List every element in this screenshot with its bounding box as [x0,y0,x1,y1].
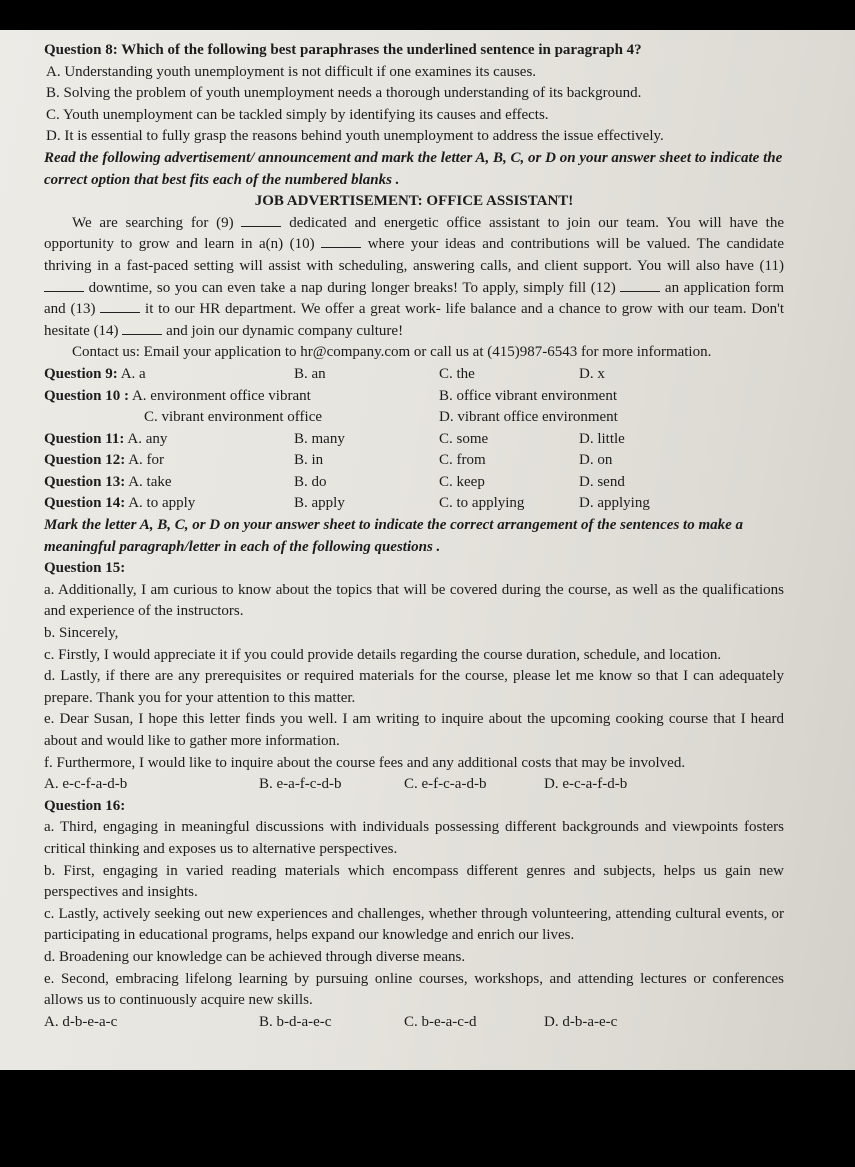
q9-b: B. an [294,365,326,382]
ad-seg-3: where your ideas and contributions will be valued. The candidate thriving in a fast-paced setting will assist with scheduling, answering calls, and client support. You will also have (11) [44,236,785,274]
blank-12 [620,279,660,292]
q9-d: D. x [579,365,605,382]
q15-answers [44,774,784,796]
q14-c: C. to applying [439,495,525,512]
blank-9 [241,214,281,227]
ad-seg-2: dedicated and energetic office assistant to join our team. You will have the opportunity to grow and learn in a(n) (10) [44,214,784,253]
ad-seg-4: downtime, so you can even take a nap during longer breaks! To apply, simply fill (12) [88,279,616,296]
q9-row [44,364,784,386]
q15-item-c: c. Firstly, I would appreciate it if you could provide details regarding the course duration, schedule, and location. [44,646,722,663]
blank-14 [122,322,162,335]
q15-item-d: d. Lastly, if there are any prerequisites or required materials for the course, please let me know so that I can adequately prepare. Thank you for your attention to this matter. [44,668,784,706]
q12-row [44,450,784,472]
q13-d: D. send [579,473,625,490]
ad-title: JOB ADVERTISEMENT: OFFICE ASSISTANT! [254,193,574,210]
blank-11 [44,279,84,292]
q8-option-d: D. It is essential to fully grasp the reasons behind youth unemployment to address the issue effectively. [46,128,664,145]
q15-item-e: e. Dear Susan, I hope this letter finds you well. I am writing to inquire about the upcoming cooking course that I heard about and would like to gather more information. [44,711,784,749]
q15-a: A. e-c-f-a-d-b [44,776,128,793]
q14-a: Question 14: A. to apply [44,495,196,512]
ad-body [44,213,784,343]
q11-b: B. many [294,430,345,447]
q16-item-c: c. Lastly, actively seeking out new experiences and challenges, whether through volunteering, attending cultural events, or participating in educational programs, helps expand our knowledge and enrich our lives. [44,905,784,944]
instruction-advertisement: Read the following advertisement/ announcement and mark the letter A, B, C, or D on your answer sheet to indicate the correct option that best fits each of the numbered blanks . [44,149,783,188]
q11-row [44,429,784,451]
q16-answers [44,1012,784,1034]
q16-item-a: a. Third, engaging in meaningful discussions with individuals possessing different backgrounds and viewpoints fosters critical thinking and exposes us to alternative perspectives. [44,819,784,857]
q10-row-2 [44,407,784,429]
ad-seg-7: and join our dynamic company culture! [166,322,404,339]
blank-13 [100,300,140,313]
q16-a: A. d-b-e-a-c [44,1013,118,1030]
q15-d: D. e-c-a-f-d-b [544,776,628,793]
blank-10 [321,235,361,248]
ad-seg-5: an application form and (13) [44,279,785,318]
q10-d: D. vibrant office environment [439,409,618,426]
ad-contact: Contact us: Email your application to hr@company.com or call us at (415)987-6543 for more information. [72,344,712,361]
q13-c: C. keep [439,473,485,490]
q15-item-b: b. Sincerely, [44,625,119,642]
q16-item-e: e. Second, embracing lifelong learning by pursuing online courses, workshops, and attending lectures or conferences allows us to continuously acquire new skills. [44,970,784,1009]
bottom-dark-border [0,1070,855,1167]
q14-d: D. applying [579,495,650,512]
q10-row-1 [44,386,784,408]
q12-c: C. from [439,452,486,469]
ad-seg-6: it to our HR department. We offer a great work- life balance and a chance to grow with our team. Don't hesitate (14) [44,301,785,339]
q10-b: B. office vibrant environment [439,387,618,404]
q15-b: B. e-a-f-c-d-b [259,776,342,793]
q16-c: C. b-e-a-c-d [404,1013,477,1030]
q16-item-b: b. First, engaging in varied reading materials which encompass different genres and subjects, helps us gain new perspectives and insights. [44,862,784,901]
top-dark-border [0,0,855,30]
q15-item-f: f. Furthermore, I would like to inquire about the course fees and any additional costs that may be involved. [44,754,686,771]
q14-row [44,493,784,515]
q15-c: C. e-f-c-a-d-b [404,776,487,793]
q16-b: B. b-d-a-e-c [259,1013,332,1030]
ad-seg-1: We are searching for (9) [72,214,234,231]
q10-a: Question 10 : A. environment office vibrant [44,387,311,404]
q8-option-c: C. Youth unemployment can be tackled simply by identifying its causes and effects. [46,106,549,123]
q11-c: C. some [439,430,489,447]
q12-b: B. in [294,452,324,469]
q13-a: Question 13: A. take [44,473,172,490]
q16-d: D. d-b-a-e-c [544,1013,618,1030]
q8-option-a: A. Understanding youth unemployment is not difficult if one examines its causes. [46,63,537,80]
q13-row [44,472,784,494]
worksheet-page [0,30,855,1070]
q16-label: Question 16: [44,797,126,814]
q12-d: D. on [579,452,613,469]
q15-item-a: a. Additionally, I am curious to know about the topics that will be covered during the course, as well as the qualifications and experience of the instructors. [44,581,784,620]
q12-a: Question 12: A. for [44,452,165,469]
q9-a: Question 9: A. a [44,365,146,382]
q8-option-b: B. Solving the problem of youth unemployment needs a thorough understanding of its background. [46,85,642,102]
q10-c: C. vibrant environment office [144,409,323,426]
q15-label: Question 15: [44,560,126,577]
worksheet-content [44,40,784,1033]
instruction-arrangement: Mark the letter A, B, C, or D on your answer sheet to indicate the correct arrangement of the sentences to make a meaningful paragraph/letter in each of the following questions . [44,517,744,555]
q9-c: C. the [439,365,475,382]
q13-b: B. do [294,473,327,490]
q8-stem: Question 8: Which of the following best paraphrases the underlined sentence in paragraph 4? [44,42,642,58]
q11-a: Question 11: A. any [44,430,168,447]
q14-b: B. apply [294,495,345,512]
q11-d: D. little [579,430,625,447]
q16-item-d: d. Broadening our knowledge can be achieved through diverse means. [44,948,466,965]
